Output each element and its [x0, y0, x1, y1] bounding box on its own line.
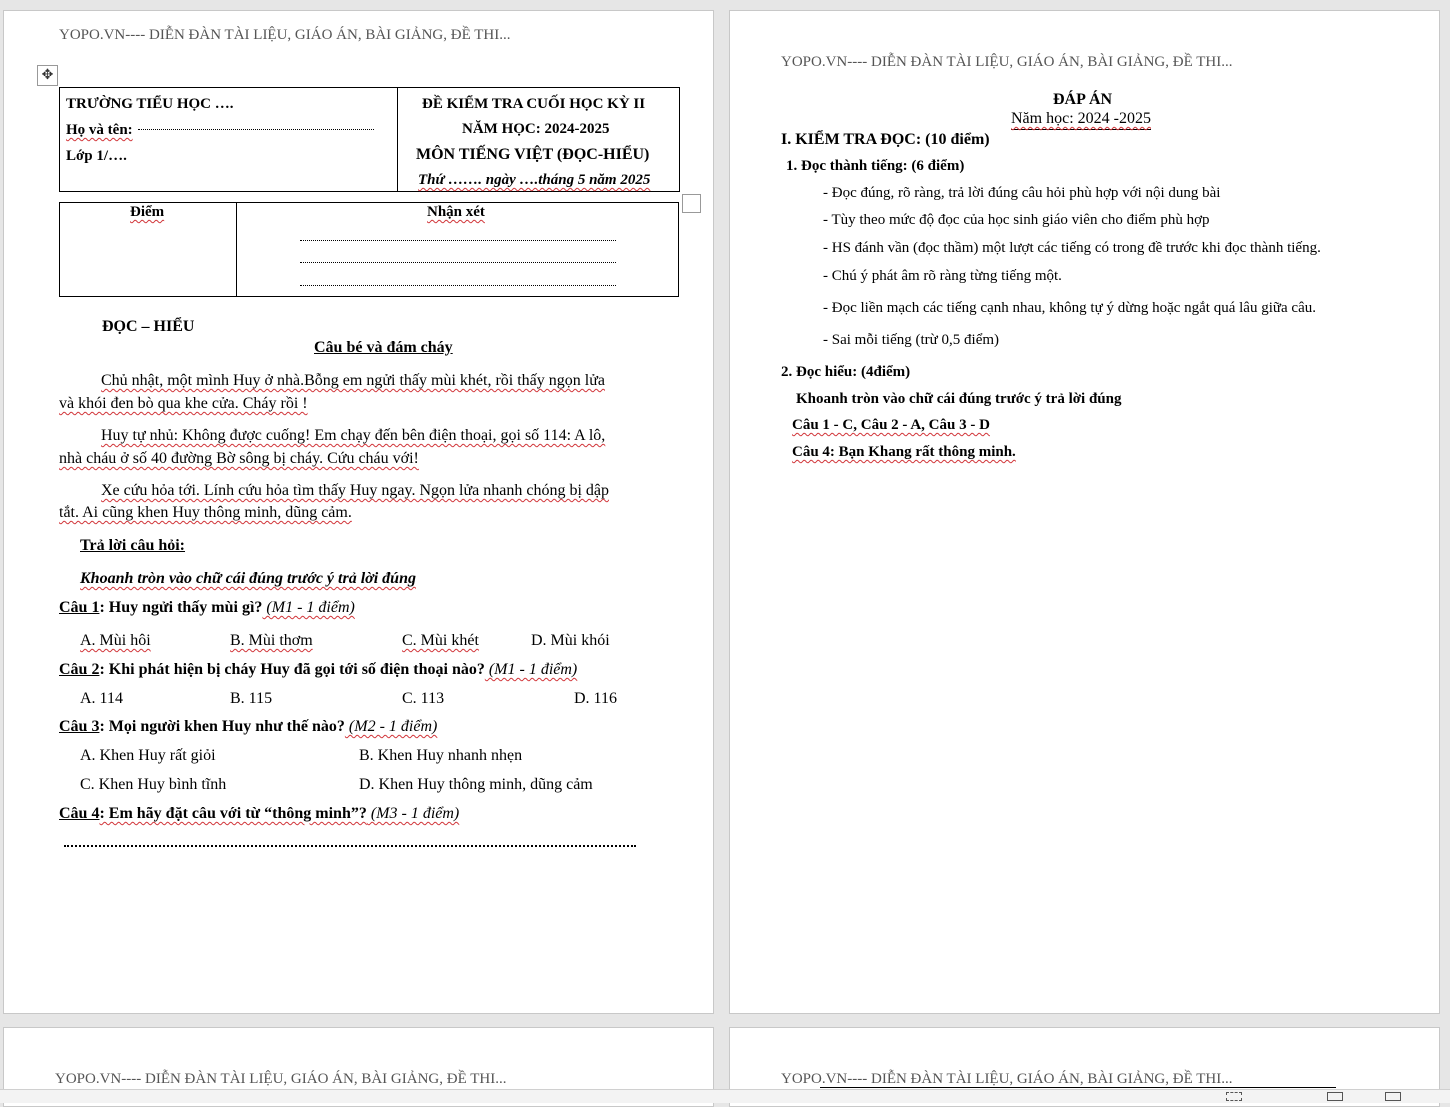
question-2: Câu 2: Khi phát hiện bị cháy Huy đã gọi tới số điện thoại nào? (M1 - 1 điểm)	[59, 661, 578, 678]
option-2c[interactable]: C. 113	[402, 690, 445, 707]
criteria-item: - Tùy theo mức độ đọc của học sinh giáo viên cho điểm phù hợp	[823, 212, 1210, 228]
option-2d[interactable]: D. 116	[574, 690, 617, 707]
story-text: nhà cháu ở số 40 đường Bờ sông bị cháy. Cứu cháu với!	[59, 450, 419, 467]
answer-key-1: Câu 1 - C, Câu 2 - A, Câu 3 - D	[792, 417, 990, 433]
school-name: TRƯỜNG TIỂU HỌC ….	[66, 96, 234, 112]
page-header: YOPO.VN---- DIỄN ĐÀN TÀI LIỆU, GIÁO ÁN, BÀI GIẢNG, ĐỀ THI...	[781, 1071, 1233, 1087]
instruction: Khoanh tròn vào chữ cái đúng trước ý trả lời đúng	[80, 570, 416, 587]
answer-instruction: Khoanh tròn vào chữ cái đúng trước ý trả lời đúng	[796, 391, 1122, 407]
page-header: YOPO.VN---- DIỄN ĐÀN TÀI LIỆU, GIÁO ÁN, BÀI GIẢNG, ĐỀ THI...	[59, 27, 511, 43]
answer-prompt: Trả lời câu hỏi:	[80, 537, 186, 554]
class-label: Lớp 1/….	[66, 148, 127, 164]
comment-line[interactable]	[300, 240, 616, 241]
score-label: Điểm	[130, 204, 165, 220]
answer-line[interactable]	[64, 845, 636, 847]
comment-label: Nhận xét	[427, 204, 485, 220]
criteria-item: - HS đánh vần (đọc thầm) một lượt các tiếng có trong đề trước khi đọc thành tiếng.	[823, 240, 1321, 256]
criteria-item: - Sai mỗi tiếng (trừ 0,5 điểm)	[823, 332, 1000, 348]
exam-date: Thứ ……. ngày ….tháng 5 năm 2025	[418, 172, 651, 188]
exam-title: ĐỀ KIỂM TRA CUỐI HỌC KỲ II	[422, 96, 646, 112]
comment-line[interactable]	[300, 262, 616, 263]
option-1b[interactable]: B. Mùi thơm	[230, 632, 313, 649]
status-bar	[0, 1089, 1450, 1103]
option-3a[interactable]: A. Khen Huy rất giỏi	[80, 747, 216, 764]
focus-icon[interactable]	[1226, 1092, 1242, 1101]
story-title: Câu bé và đám cháy	[314, 339, 453, 356]
option-1d[interactable]: D. Mùi khói	[531, 632, 610, 649]
story-text: tắt. Ai cũng khen Huy thông minh, dũng cảm.	[59, 504, 352, 521]
option-2a[interactable]: A. 114	[80, 690, 123, 707]
option-1c[interactable]: C. Mùi khét	[402, 632, 479, 649]
option-1a[interactable]: A. Mùi hôi	[80, 632, 151, 649]
comment-line[interactable]	[300, 285, 616, 286]
document-page-1	[3, 10, 714, 1014]
part-1-sub: 1. Đọc thành tiếng: (6 điểm)	[786, 158, 965, 174]
story-text: Huy tự nhủ: Không được cuống! Em chạy đến bên điện thoại, gọi số 114: A lô,	[101, 427, 606, 444]
option-2b[interactable]: B. 115	[230, 690, 273, 707]
story-text: Xe cứu hỏa tới. Lính cứu hỏa tìm thấy Huy ngay. Ngọn lửa nhanh chóng bị dập	[101, 482, 609, 499]
part-1-title: I. KIỂM TRA ĐỌC: (10 điểm)	[781, 131, 990, 148]
option-3b[interactable]: B. Khen Huy nhanh nhẹn	[359, 747, 523, 764]
document-page-2	[729, 10, 1440, 1014]
part-2-sub: 2. Đọc hiểu: (4điểm)	[781, 364, 911, 380]
student-name-field[interactable]	[138, 129, 374, 130]
criteria-item: - Chú ý phát âm rõ ràng từng tiếng một.	[823, 268, 1062, 284]
answer-year: Năm học: 2024 -2025	[1011, 110, 1151, 130]
option-3d[interactable]: D. Khen Huy thông minh, dũng cảm	[359, 776, 593, 793]
student-name-label: Họ và tên:	[66, 122, 133, 138]
section-title: ĐỌC – HIỂU	[102, 318, 195, 335]
criteria-item: - Đọc đúng, rõ ràng, trả lời đúng câu hỏi phù hợp với nội dung bài	[823, 185, 1221, 201]
answer-title: ĐÁP ÁN	[1053, 91, 1113, 108]
exam-subject: MÔN TIẾNG VIỆT (ĐỌC-HIỂU)	[416, 146, 650, 163]
view-print-layout-icon[interactable]	[1385, 1092, 1401, 1101]
page-header: YOPO.VN---- DIỄN ĐÀN TÀI LIỆU, GIÁO ÁN, BÀI GIẢNG, ĐỀ THI...	[55, 1071, 507, 1087]
table-move-handle[interactable]: ✥	[37, 65, 58, 86]
table-resize-handle[interactable]	[682, 194, 701, 213]
criteria-item: - Đọc liền mạch các tiếng cạnh nhau, không tự ý dừng hoặc ngắt quá lâu giữa câu.	[823, 300, 1316, 316]
answer-key-2: Câu 4: Bạn Khang rất thông minh.	[792, 444, 1016, 460]
story-text: và khói đen bò qua khe cửa. Cháy rồi !	[59, 395, 308, 412]
page-header: YOPO.VN---- DIỄN ĐÀN TÀI LIỆU, GIÁO ÁN, BÀI GIẢNG, ĐỀ THI...	[781, 54, 1233, 70]
option-3c[interactable]: C. Khen Huy bình tĩnh	[80, 776, 227, 793]
view-read-mode-icon[interactable]	[1327, 1092, 1343, 1101]
story-text: Chủ nhật, một mình Huy ở nhà.Bỗng em ngửi thấy mùi khét, rồi thấy ngọn lửa	[101, 372, 605, 389]
exam-year: NĂM HỌC: 2024-2025	[462, 121, 610, 137]
question-1: Câu 1: Huy ngửi thấy mùi gì? (M1 - 1 điểm)	[59, 599, 355, 616]
question-3: Câu 3: Mọi người khen Huy như thế nào? (M2 - 1 điểm)	[59, 718, 438, 735]
question-4: Câu 4: Em hãy đặt câu với từ “thông minh”? (M3 - 1 điểm)	[59, 805, 460, 822]
